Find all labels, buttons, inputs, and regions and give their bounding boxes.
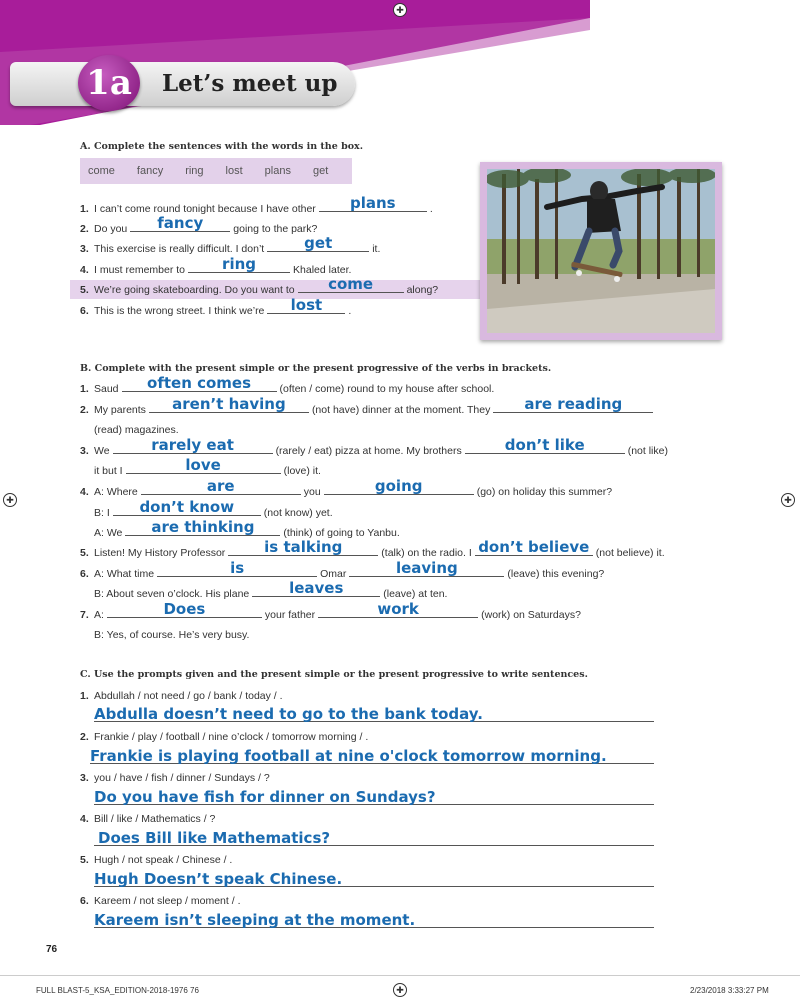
word-box-item: get bbox=[312, 165, 329, 177]
item-text: . bbox=[429, 203, 433, 215]
b-item-1 bbox=[80, 374, 495, 395]
answer-blank[interactable] bbox=[141, 477, 301, 495]
item-text: A: What time bbox=[94, 568, 155, 580]
item-text: Khaled later. bbox=[293, 264, 352, 276]
item-text: (not know) yet. bbox=[263, 507, 333, 519]
item-text: I can’t come round tonight because I have other bbox=[94, 203, 316, 215]
item-prompt: Abdullah / not need / go / bank / today / . bbox=[94, 690, 283, 702]
answer-blank[interactable] bbox=[157, 559, 317, 577]
item-text: A: Where bbox=[94, 486, 138, 498]
word-box-item: plans bbox=[264, 165, 291, 177]
answer-blank[interactable] bbox=[126, 456, 281, 474]
section-c-heading: C. Use the prompts given and the present simple or the present progressive to write sentences. bbox=[80, 669, 588, 680]
answer-text: are bbox=[206, 477, 235, 495]
c-item-3-answer-line[interactable] bbox=[94, 782, 654, 805]
answer-text: leaves bbox=[289, 579, 344, 597]
answer-text: don’t believe bbox=[478, 538, 590, 556]
answer-text: is talking bbox=[264, 538, 343, 556]
answer-blank[interactable] bbox=[267, 296, 345, 314]
item-text: (think) of going to Yanbu. bbox=[283, 527, 400, 539]
answer-text: don’t know bbox=[139, 498, 235, 516]
item-text: (love) it. bbox=[283, 465, 321, 477]
word-box-item: come bbox=[88, 165, 115, 177]
footer-file-info: FULL BLAST-5_KSA_EDITION-2018-1976 76 bbox=[36, 986, 199, 995]
answer-text: get bbox=[304, 234, 333, 252]
item-number: 2. bbox=[80, 404, 89, 416]
word-box-item: ring bbox=[185, 165, 204, 177]
item-text: I must remember to bbox=[94, 264, 186, 276]
answer-text: love bbox=[185, 456, 221, 474]
answer-text: often comes bbox=[147, 374, 252, 392]
item-text: Omar bbox=[320, 568, 347, 580]
item-number: 3. bbox=[80, 445, 89, 457]
item-text: We bbox=[94, 445, 110, 457]
answer-text: Abdulla doesn’t need to go to the bank today. bbox=[94, 705, 483, 723]
item-text: . bbox=[348, 305, 352, 317]
answer-blank[interactable] bbox=[318, 600, 478, 618]
item-number: 1. bbox=[80, 203, 89, 215]
a-item-5 bbox=[80, 275, 439, 296]
item-text: A: bbox=[94, 609, 104, 621]
item-text: This is the wrong street. I think we’re bbox=[94, 305, 265, 317]
item-number: 5. bbox=[80, 284, 89, 296]
answer-blank[interactable] bbox=[122, 374, 277, 392]
item-text: (work) on Saturdays? bbox=[481, 609, 581, 621]
answer-text: come bbox=[328, 275, 374, 293]
word-box-item: lost bbox=[225, 165, 243, 177]
answer-blank[interactable] bbox=[113, 436, 273, 454]
answer-blank[interactable] bbox=[107, 600, 262, 618]
item-number: 5. bbox=[80, 854, 89, 866]
item-number: 2. bbox=[80, 223, 89, 235]
item-text: My parents bbox=[94, 404, 146, 416]
item-text: (not believe) it. bbox=[595, 547, 665, 559]
item-number: 6. bbox=[80, 568, 89, 580]
skateboarder-photo bbox=[487, 169, 715, 333]
answer-text: Does bbox=[163, 600, 206, 618]
item-text: along? bbox=[406, 284, 439, 296]
answer-blank[interactable] bbox=[149, 395, 309, 413]
item-number: 3. bbox=[80, 772, 89, 784]
item-text: (rarely / eat) pizza at home. My brothers bbox=[275, 445, 462, 457]
answer-text: leaving bbox=[395, 559, 458, 577]
answer-text: are thinking bbox=[151, 518, 255, 536]
item-prompt: Hugh / not speak / Chinese / . bbox=[94, 854, 233, 866]
c-item-4-answer-line[interactable] bbox=[94, 823, 654, 846]
item-text: We’re going skateboarding. Do you want to bbox=[94, 284, 295, 296]
registration-mark-icon: ✚ bbox=[781, 493, 795, 507]
word-box bbox=[80, 158, 352, 184]
item-prompt: Kareem / not sleep / moment / . bbox=[94, 895, 241, 907]
answer-text: don’t like bbox=[504, 436, 585, 454]
item-number: 4. bbox=[80, 264, 89, 276]
item-number: 1. bbox=[80, 690, 89, 702]
footer-divider bbox=[0, 975, 800, 976]
answer-blank[interactable] bbox=[465, 436, 625, 454]
item-text: (go) on holiday this summer? bbox=[476, 486, 613, 498]
answer-text: Hugh Doesn’t speak Chinese. bbox=[94, 870, 343, 888]
item-text: (leave) at ten. bbox=[383, 588, 448, 600]
item-number: 1. bbox=[80, 383, 89, 395]
item-number: 2. bbox=[80, 731, 89, 743]
item-number: 4. bbox=[80, 486, 89, 498]
skateboarder-photo-image bbox=[487, 169, 715, 333]
answer-text: Does Bill like Mathematics? bbox=[98, 829, 331, 847]
b-item-3-cont bbox=[94, 456, 321, 477]
item-text: your father bbox=[264, 609, 316, 621]
answer-blank[interactable] bbox=[125, 518, 280, 536]
unit-badge: 1a bbox=[78, 55, 140, 111]
item-text: (not like) bbox=[627, 445, 668, 457]
item-text: (leave) this evening? bbox=[507, 568, 605, 580]
item-prompt: you / have / fish / dinner / Sundays / ? bbox=[94, 772, 270, 784]
answer-text: aren’t having bbox=[172, 395, 286, 413]
item-number: 5. bbox=[80, 547, 89, 559]
section-a-heading: A. Complete the sentences with the words in the box. bbox=[80, 141, 364, 152]
item-number: 6. bbox=[80, 895, 89, 907]
unit-title: Let’s meet up bbox=[162, 70, 338, 97]
b-item-2-cont: (read) magazines. bbox=[94, 424, 179, 436]
item-text: This exercise is really difficult. I don’t bbox=[94, 243, 265, 255]
c-item-2-answer-line[interactable] bbox=[90, 741, 654, 764]
item-number: 3. bbox=[80, 243, 89, 255]
b-item-7 bbox=[80, 600, 581, 621]
item-prompt: Frankie / play / football / nine o’clock / tomorrow morning / . bbox=[94, 731, 369, 743]
answer-text: Do you have fish for dinner on Sundays? bbox=[94, 788, 436, 806]
answer-text: Kareem isn’t sleeping at the moment. bbox=[94, 911, 416, 929]
item-prompt: Bill / like / Mathematics / ? bbox=[94, 813, 216, 825]
answer-text: lost bbox=[290, 296, 323, 314]
item-text: (often / come) round to my house after school. bbox=[279, 383, 495, 395]
registration-mark-icon: ✚ bbox=[393, 983, 407, 997]
answer-text: plans bbox=[350, 194, 396, 212]
answer-blank[interactable] bbox=[267, 234, 369, 252]
item-text: going to the park? bbox=[233, 223, 318, 235]
registration-mark-icon: ✚ bbox=[3, 493, 17, 507]
a-item-6 bbox=[80, 296, 352, 317]
answer-blank[interactable] bbox=[349, 559, 504, 577]
c-item-6-answer-line[interactable] bbox=[94, 905, 654, 928]
answer-text: going bbox=[374, 477, 423, 495]
item-text: it. bbox=[372, 243, 381, 255]
item-text: (not have) dinner at the moment. They bbox=[311, 404, 491, 416]
b-item-6-b bbox=[94, 579, 448, 600]
answer-text: Frankie is playing football at nine o'clock tomorrow morning. bbox=[90, 747, 607, 765]
b-item-2 bbox=[80, 395, 656, 416]
item-text: Saud bbox=[94, 383, 119, 395]
item-number: 4. bbox=[80, 813, 89, 825]
registration-mark-icon: ✚ bbox=[393, 3, 407, 17]
answer-blank[interactable] bbox=[493, 395, 653, 413]
c-item-5-answer-line[interactable] bbox=[94, 864, 654, 887]
item-number: 7. bbox=[80, 609, 89, 621]
answer-blank[interactable] bbox=[130, 214, 230, 232]
item-text: (talk) on the radio. I bbox=[381, 547, 472, 559]
answer-blank[interactable] bbox=[319, 194, 427, 212]
answer-blank[interactable] bbox=[324, 477, 474, 495]
c-item-1-answer-line[interactable] bbox=[94, 699, 654, 722]
answer-text: fancy bbox=[157, 214, 204, 232]
answer-blank[interactable] bbox=[188, 255, 290, 273]
answer-blank[interactable] bbox=[298, 275, 404, 293]
skateboarder-photo-frame bbox=[480, 162, 722, 340]
word-box-item: fancy bbox=[136, 165, 164, 177]
item-number: 6. bbox=[80, 305, 89, 317]
item-text: it but I bbox=[94, 465, 123, 477]
answer-text: work bbox=[377, 600, 419, 618]
item-text: you bbox=[303, 486, 321, 498]
section-b-heading: B. Complete with the present simple or the present progressive of the verbs in brackets. bbox=[80, 363, 552, 374]
footer-timestamp: 2/23/2018 3:33:27 PM bbox=[690, 986, 769, 995]
item-text: Listen! My History Professor bbox=[94, 547, 226, 559]
answer-text: are reading bbox=[524, 395, 623, 413]
b-item-4 bbox=[80, 477, 613, 498]
answer-text: is bbox=[230, 559, 245, 577]
b-item-5 bbox=[80, 538, 665, 559]
item-text: B: I bbox=[94, 507, 110, 519]
answer-text: ring bbox=[222, 255, 257, 273]
a-item-3 bbox=[80, 234, 381, 255]
answer-text: rarely eat bbox=[151, 436, 234, 454]
page-number: 76 bbox=[46, 944, 58, 955]
item-text: Do you bbox=[94, 223, 128, 235]
item-text: B: About seven o’clock. His plane bbox=[94, 588, 250, 600]
answer-blank[interactable] bbox=[252, 579, 380, 597]
item-text: A: We bbox=[94, 527, 123, 539]
answer-blank[interactable] bbox=[228, 538, 378, 556]
b-item-7-b: B: Yes, of course. He’s very busy. bbox=[94, 629, 250, 641]
answer-blank[interactable] bbox=[113, 498, 261, 516]
answer-blank[interactable] bbox=[475, 538, 593, 556]
